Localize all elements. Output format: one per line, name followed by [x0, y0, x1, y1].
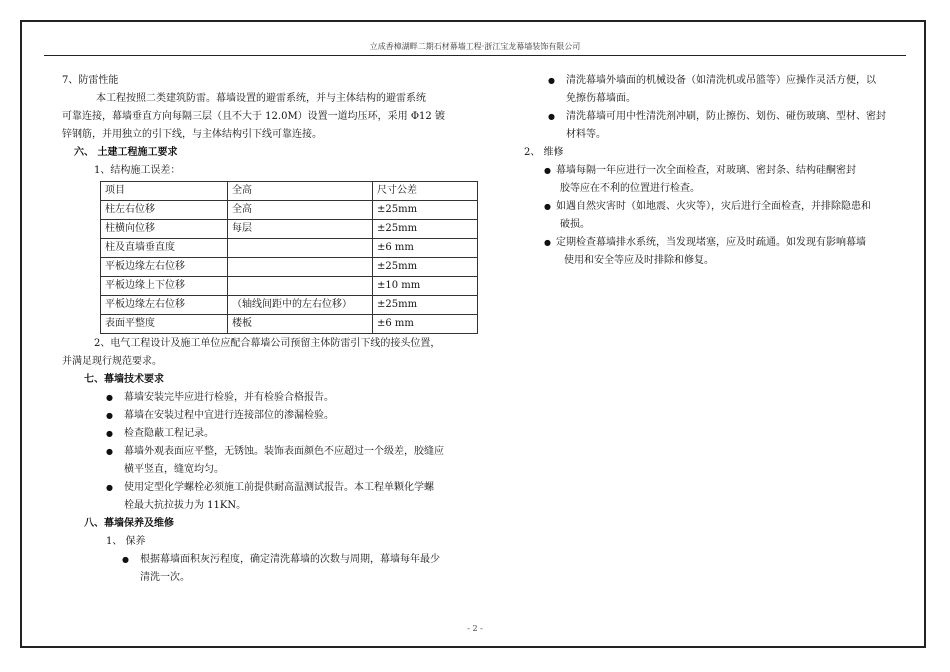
bullet-icon: ●	[544, 166, 551, 175]
list-item	[544, 234, 896, 270]
section-maintenance-sub-1: 1、 保养	[106, 536, 146, 547]
list-item-text: 幕墙每隔一年应进行一次全面检查，对玻璃、密封条、结构硅酮密封	[556, 165, 856, 176]
list-item	[548, 72, 896, 108]
list-item	[106, 425, 482, 443]
list-item-text: 栓最大抗拉拔力为 11KN。	[124, 500, 247, 511]
list-item-text: 免擦伤幕墙面。	[566, 93, 636, 104]
table-cell: 全高	[228, 201, 373, 220]
table-row	[101, 201, 478, 220]
table-cell: 柱左右位移	[101, 201, 228, 220]
table-header-cell: 全高	[228, 182, 373, 201]
table-row	[101, 258, 478, 277]
table-cell: ±6 mm	[373, 239, 478, 258]
list-item-text: 根据幕墙面积灰污程度，确定清洗幕墙的次数与周期，幕墙每年最少	[140, 554, 440, 565]
list-item-text: 清洗幕墙可用中性清洗剂冲刷，防止擦伤、划伤、碰伤玻璃、型材、密封	[566, 111, 886, 122]
list-item	[544, 198, 896, 234]
table-cell	[228, 277, 373, 296]
list-item-text: 使用定型化学螺栓必须施工前提供耐高温测试报告。本工程单颗化学螺	[124, 482, 434, 493]
table-cell: 每层	[228, 220, 373, 239]
list-item-text: 幕墙在安装过程中宜进行连接部位的渗漏检验。	[124, 410, 334, 421]
table-cell: 平板边缘左右位移	[101, 258, 228, 277]
list-item-text: 幕墙外观表面应平整，无锈蚀。装饰表面颜色不应超过一个级差，胶缝应	[124, 446, 444, 457]
table-cell: （轴线间距中的左右位移）	[228, 296, 373, 315]
table-row	[101, 296, 478, 315]
bullet-icon: ●	[106, 447, 113, 456]
section-lightning-para-2: 可靠连接，幕墙垂直方向每隔三层（且不大于 12.0M）设置一道均压环，采用 Φ12 镀	[62, 111, 445, 122]
table-cell: ±25mm	[373, 201, 478, 220]
section-repair-title: 2、 维修	[524, 147, 564, 158]
list-item	[106, 443, 482, 479]
table-header-cell: 尺寸公差	[373, 182, 478, 201]
bullet-icon: ●	[106, 483, 113, 492]
list-item-text: 横平竖直，缝宽均匀。	[124, 464, 224, 475]
section-lightning-title: 7、防雷性能	[62, 75, 119, 86]
list-item-text: 材料等。	[566, 129, 606, 140]
table-cell: ±6 mm	[373, 315, 478, 334]
bullet-icon: ●	[106, 393, 113, 402]
table-header-cell: 项目	[101, 182, 228, 201]
tolerance-table	[100, 181, 478, 334]
bullet-icon: ●	[106, 411, 113, 420]
table-cell: 平板边缘上下位移	[101, 277, 228, 296]
list-item	[106, 389, 482, 407]
section-tech-req-title: 七、幕墙技术要求	[84, 374, 164, 385]
table-cell: 表面平整度	[101, 315, 228, 334]
bullet-icon: ●	[548, 76, 555, 85]
table-row	[101, 239, 478, 258]
bullet-icon: ●	[544, 238, 551, 247]
bullet-icon: ●	[106, 429, 113, 438]
table-cell	[228, 239, 373, 258]
list-item	[544, 162, 896, 198]
section-civil-sub-1: 1、结构施工误差：	[94, 165, 181, 176]
table-row	[101, 220, 478, 239]
table-row	[101, 315, 478, 334]
section-civil-sub-2-line-2: 并满足现行规范要求。	[62, 356, 162, 367]
page-number: - 2 -	[467, 624, 483, 633]
table-cell: 柱及直墙垂直度	[101, 239, 228, 258]
list-item	[548, 108, 896, 144]
list-item-text: 清洗一次。	[140, 572, 190, 583]
table-cell: 楼板	[228, 315, 373, 334]
table-cell	[228, 258, 373, 277]
list-item-text: 幕墙安装完毕应进行检验，并有检验合格报告。	[124, 392, 334, 403]
table-header-row	[101, 182, 478, 201]
list-item-text: 如遇自然灾害时（如地震、火灾等），灾后进行全面检查，并排除隐患和	[556, 201, 871, 212]
section-lightning-para-1: 本工程按照二类建筑防雷。幕墙设置的避雷系统，并与主体结构的避雷系统	[96, 93, 426, 104]
list-item-text: 清洗幕墙外墙面的机械设备（如清洗机或吊篮等）应操作灵活方便，以	[566, 75, 876, 86]
section-civil-sub-2-line-1: 2、电气工程设计及施工单位应配合幕墙公司预留主体防雷引下线的接头位置，	[94, 338, 441, 349]
table-cell: ±25mm	[373, 258, 478, 277]
section-lightning-para-3: 锌钢筋，并用独立的引下线，与主体结构引下线可靠连接。	[62, 129, 322, 140]
list-item-text: 胶等应在不利的位置进行检查。	[560, 183, 700, 194]
table-cell: 柱横向位移	[101, 220, 228, 239]
section-maintenance-title: 八、幕墙保养及维修	[84, 518, 174, 529]
table-row	[101, 277, 478, 296]
bullet-icon: ●	[122, 555, 129, 564]
list-item-text: 定期检查幕墙排水系统，当发现堵塞，应及时疏通。如发现有影响幕墙	[556, 237, 866, 248]
table-cell: 平板边缘左右位移	[101, 296, 228, 315]
list-item-text: 使用和安全等应及时排除和修复。	[564, 255, 714, 266]
header-divider	[44, 55, 906, 56]
bullet-icon: ●	[548, 112, 555, 121]
table-cell: ±10 mm	[373, 277, 478, 296]
left-column	[62, 72, 482, 587]
bullet-icon: ●	[544, 202, 551, 211]
section-civil-title: 六、 土建工程施工要求	[74, 147, 178, 158]
table-cell: ±25mm	[373, 296, 478, 315]
list-item	[122, 551, 482, 587]
list-item-text: 检查隐蔽工程记录。	[124, 428, 214, 439]
table-cell: ±25mm	[373, 220, 478, 239]
list-item	[106, 407, 482, 425]
list-item	[106, 479, 482, 515]
list-item-text: 破损。	[560, 219, 590, 230]
right-column	[524, 72, 896, 270]
page-header: 立成香樟湖畔二期石材幕墙工程·浙江宝龙幕墙装饰有限公司	[369, 42, 581, 51]
